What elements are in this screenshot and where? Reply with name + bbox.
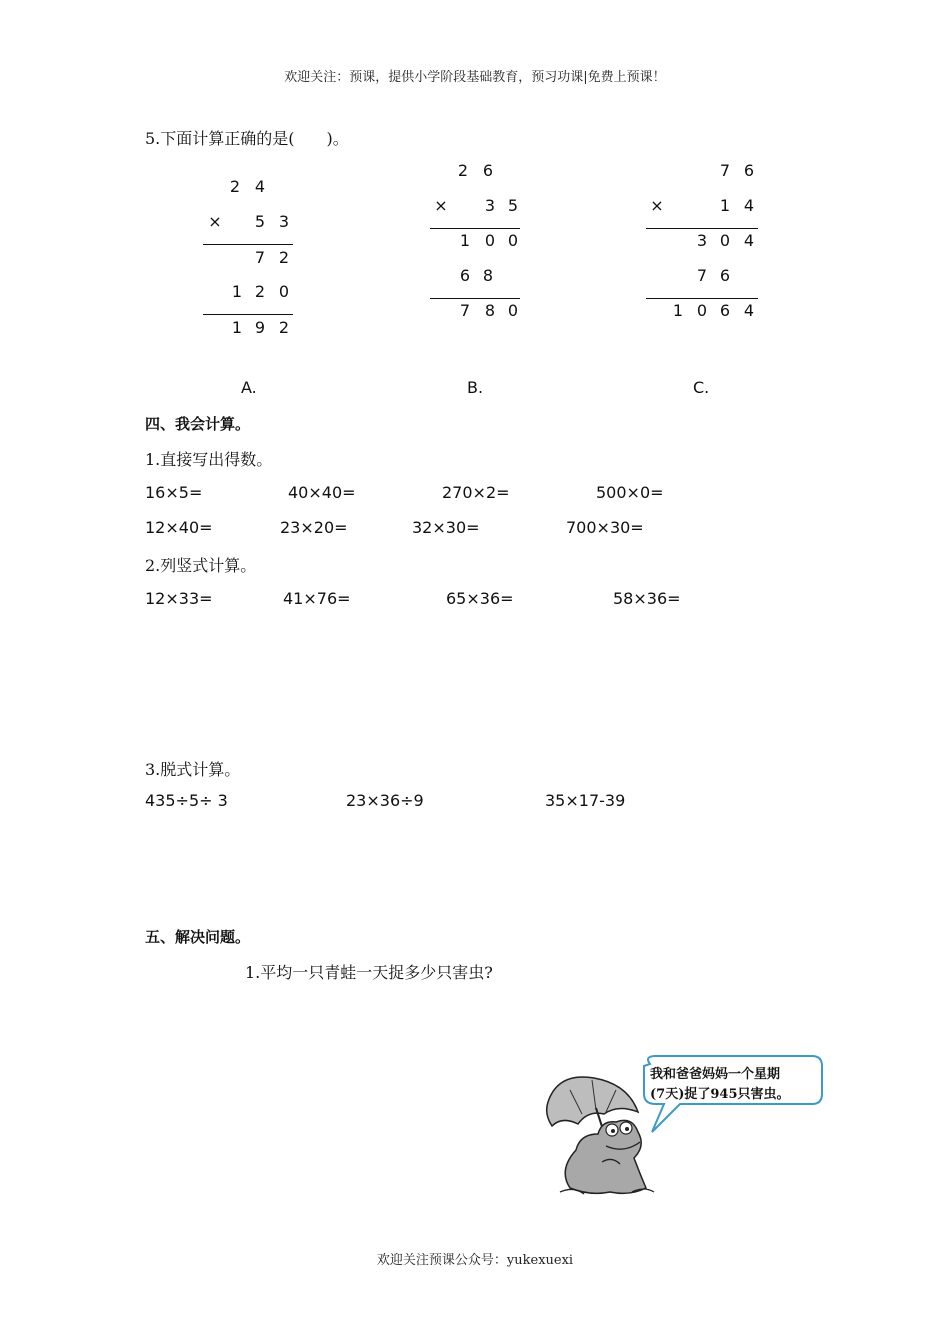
digit: 2 (254, 282, 266, 301)
divider-line (646, 228, 758, 229)
expression: 40×40= (288, 483, 356, 502)
digit: 8 (484, 301, 496, 320)
option-a-label: A. (241, 378, 257, 397)
digit: 6 (459, 266, 471, 285)
direct-calc-title: 1.直接写出得数。 (145, 450, 273, 469)
digit: 0 (278, 282, 290, 301)
digit: 3 (696, 231, 708, 250)
digit: 2 (229, 177, 241, 196)
expression: 16×5= (145, 483, 203, 502)
digit: 2 (278, 318, 290, 337)
digit: 1 (672, 301, 684, 320)
digit: 0 (507, 231, 519, 250)
digit: 4 (743, 231, 755, 250)
digit: 0 (484, 231, 496, 250)
times-sign: × (208, 212, 222, 231)
digit: 7 (254, 248, 266, 267)
divider-line (430, 298, 520, 299)
expression: 35×17-39 (545, 791, 626, 810)
expression: 23×20= (280, 518, 348, 537)
digit: 7 (459, 301, 471, 320)
times-sign: × (434, 196, 448, 215)
digit: 0 (696, 301, 708, 320)
digit: 9 (254, 318, 266, 337)
digit: 6 (719, 301, 731, 320)
expression: 270×2= (442, 483, 510, 502)
digit: 2 (278, 248, 290, 267)
page-footer: 欢迎关注预课公众号：yukexuexi (376, 1253, 574, 1268)
expression: 500×0= (596, 483, 664, 502)
digit: 2 (457, 161, 469, 180)
digit: 8 (482, 266, 494, 285)
divider-line (646, 298, 758, 299)
digit: 4 (254, 177, 266, 196)
digit: 1 (231, 282, 243, 301)
digit: 6 (719, 266, 731, 285)
divider-line (203, 314, 293, 315)
problem-1-text: 1.平均一只青蛙一天捉多少只害虫? (245, 963, 493, 982)
digit: 5 (254, 212, 266, 231)
vertical-calc-title: 2.列竖式计算。 (145, 556, 257, 575)
divider-line (203, 244, 293, 245)
digit: 0 (719, 231, 731, 250)
expression: 58×36= (613, 589, 681, 608)
expression: 65×36= (446, 589, 514, 608)
divider-line (430, 228, 520, 229)
expression: 12×40= (145, 518, 213, 537)
digit: 6 (743, 161, 755, 180)
expression: 41×76= (283, 589, 351, 608)
digit: 1 (459, 231, 471, 250)
times-sign: × (650, 196, 664, 215)
speech-bubble-line-2: (7天)捉了945只害虫。 (650, 1087, 790, 1102)
section-4-title: 四、我会计算。 (145, 415, 251, 433)
digit: 5 (507, 196, 519, 215)
section-5-title: 五、解决问题。 (145, 928, 251, 946)
digit: 3 (484, 196, 496, 215)
digit: 7 (719, 161, 731, 180)
expression: 700×30= (566, 518, 644, 537)
option-b-label: B. (467, 378, 484, 397)
expression: 435÷5÷ 3 (145, 791, 228, 810)
expression: 12×33= (145, 589, 213, 608)
question-5-text: 5.下面计算正确的是( )。 (145, 129, 349, 148)
stepwise-calc-title: 3.脱式计算。 (145, 760, 241, 779)
digit: 7 (696, 266, 708, 285)
frog-illustration (540, 1050, 830, 1200)
page-header: 欢迎关注：预课，提供小学阶段基础教育，预习功课|免费上预课！ (284, 70, 666, 85)
expression: 23×36÷9 (346, 791, 424, 810)
digit: 3 (278, 212, 290, 231)
digit: 1 (231, 318, 243, 337)
expression: 32×30= (412, 518, 480, 537)
digit: 6 (482, 161, 494, 180)
speech-bubble-line-1: 我和爸爸妈妈一个星期 (650, 1067, 781, 1082)
option-c-label: C. (693, 378, 710, 397)
digit: 4 (743, 301, 755, 320)
digit: 1 (719, 196, 731, 215)
digit: 0 (507, 301, 519, 320)
digit: 4 (743, 196, 755, 215)
